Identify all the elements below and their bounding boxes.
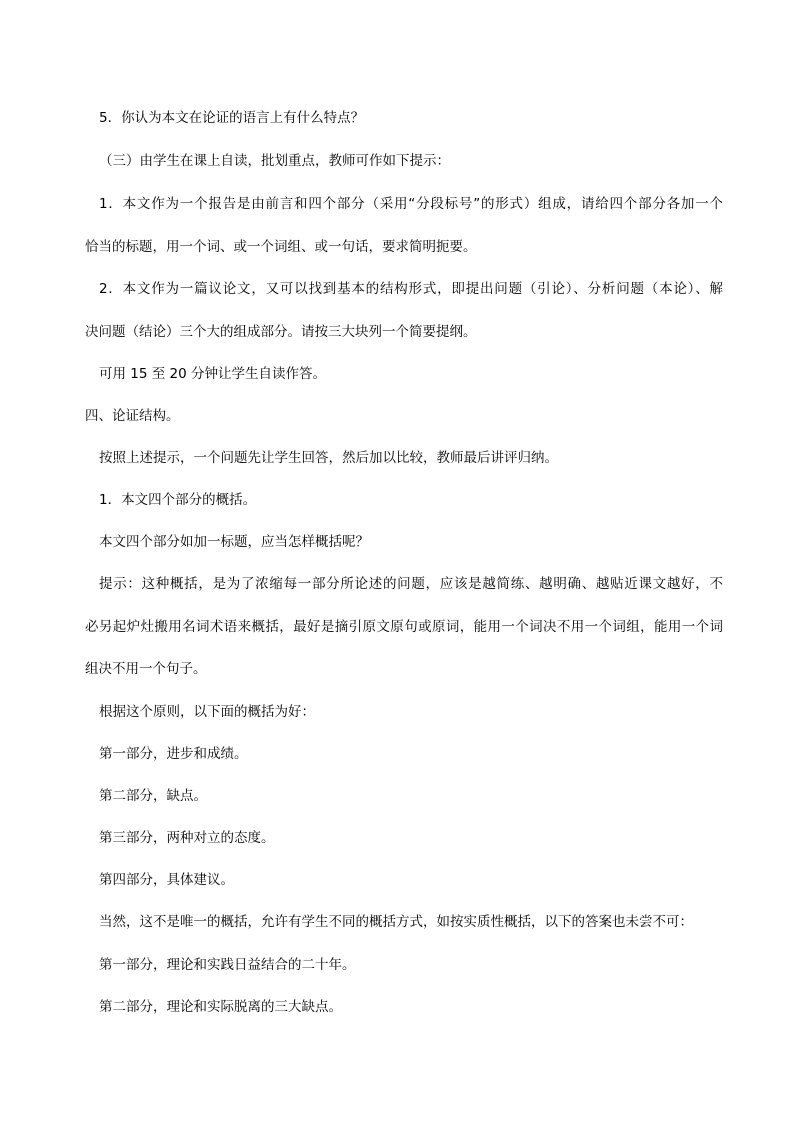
hint-2-line-2: 决问题（结论）三个大的组成部分。请按三大块列一个简要提纲。 <box>85 324 477 340</box>
alternative-summary-note: 当然，这不是唯一的概括，允许有学生不同的概括方式，如按实质性概括，以下的答案也未尝不可： <box>99 914 693 930</box>
section-3-heading: （三）由学生在课上自读，批划重点，教师可作如下提示： <box>99 153 450 169</box>
summary-item-1: 1．本文四个部分的概括。 <box>99 492 257 508</box>
principle-line: 根据这个原则，以下面的概括为好： <box>99 704 315 720</box>
tip-line-2: 必另起炉灶搬用名词术语来概括，最好是摘引原文原句或原词，能用一个词决不用一个词组，能用一个词 <box>85 619 723 635</box>
tip-line-1: 提示：这种概括，是为了浓缩每一部分所论述的问题，应该是越简练、越明确、越贴近课文越好，不 <box>99 576 723 592</box>
part-2-summary: 第二部分，缺点。 <box>99 788 207 804</box>
hint-2-line-1: 2．本文作为一篇议论文，又可以找到基本的结构形式，即提出问题（引论）、分析问题（本论）、解 <box>99 281 723 297</box>
hint-1-line-2: 恰当的标题，用一个词、或一个词组、或一句话，要求简明扼要。 <box>85 239 477 255</box>
question-5: 5．你认为本文在论证的语言上有什么特点？ <box>99 110 365 126</box>
time-note: 可用 15 至 20 分钟让学生自读作答。 <box>99 366 327 382</box>
alt-part-1-summary: 第一部分，理论和实践日益结合的二十年。 <box>99 957 356 973</box>
part-3-summary: 第三部分，两种对立的态度。 <box>99 830 275 846</box>
instruction-paragraph: 按照上述提示，一个问题先让学生回答，然后加以比较，教师最后讲评归纳。 <box>99 450 558 466</box>
hint-1-line-1: 1．本文作为一个报告是由前言和四个部分（采用“分段标号”的形式）组成，请给四个部分各加一个 <box>99 196 723 212</box>
alt-part-2-summary: 第二部分，理论和实际脱离的三大缺点。 <box>99 999 342 1015</box>
part-4-summary: 第四部分，具体建议。 <box>99 872 234 888</box>
section-4-heading: 四、论证结构。 <box>85 408 180 424</box>
summary-question: 本文四个部分如加一标题，应当怎样概括呢？ <box>99 534 369 550</box>
part-1-summary: 第一部分，进步和成绩。 <box>99 746 248 762</box>
tip-line-3: 组决不用一个句子。 <box>85 661 207 677</box>
